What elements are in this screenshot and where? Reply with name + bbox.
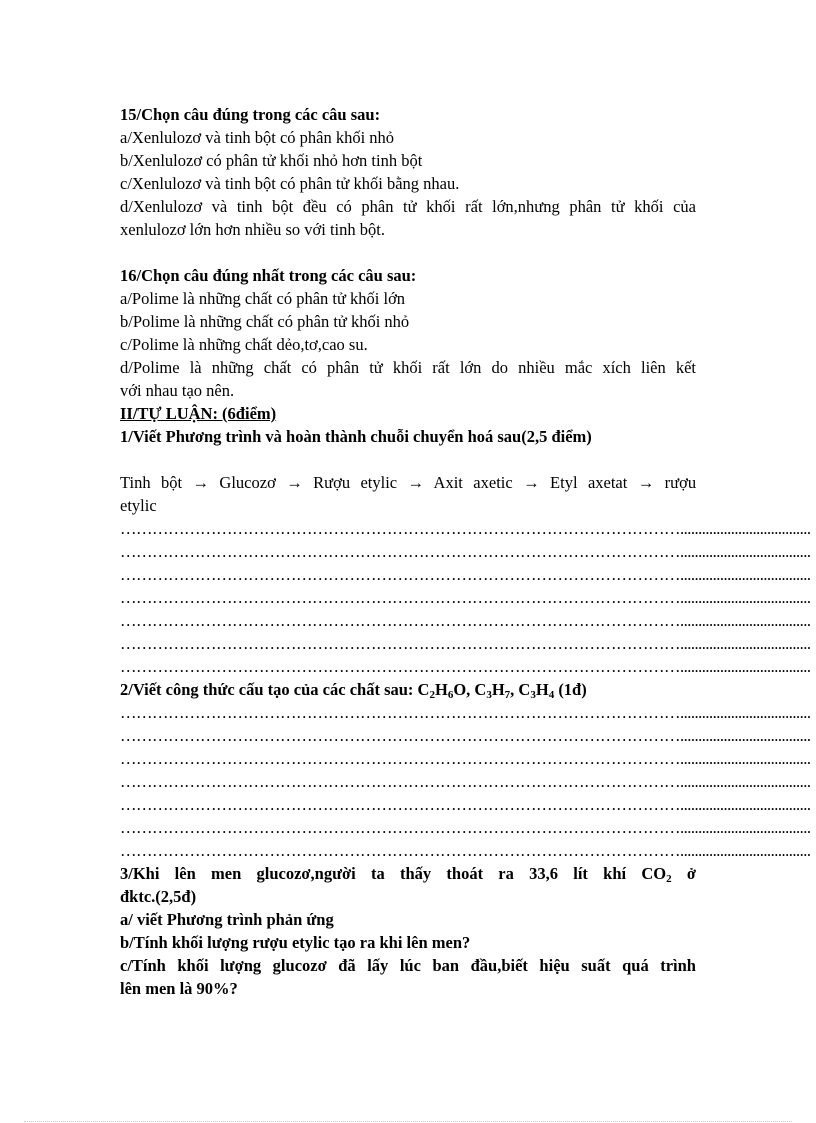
answer-line: …………………………………………………………………………………………….................................... [120,749,811,768]
page-bottom-divider [24,1121,792,1122]
answer-line: …………………………………………………………………………………………….................................... [120,588,811,607]
answer-line: …………………………………………………………………………………………….................................... [120,542,811,561]
answer-line: …………………………………………………………………………………………….................................... [120,703,811,722]
q16-option-c: c/Polime là những chất dẻo,tơ,cao su. [120,335,368,354]
conversion-chain [120,471,696,494]
answer-line: …………………………………………………………………………………………….................................... [120,611,811,630]
q15-option-d-line2: xenlulozơ lớn hơn nhiều so với tinh bột. [120,220,385,239]
problem3-part-c-line1: c/Tính khối lượng glucozơ đã lấy lúc ban đầu,biết hiệu suất quá trình [120,956,696,975]
arrow-icon: → [637,473,655,492]
arrow-icon: → [286,473,303,492]
q16-option-d-line2: với nhau tạo nên. [120,381,235,400]
chain-step-1: Tinh bột [120,473,183,492]
chain-step-6: rượu [664,473,697,492]
arrow-icon: → [192,473,209,492]
problem3-line2: đktc.(2,5đ) [120,887,197,906]
problem3-line1: 3/Khi lên men glucozơ,người ta thấy thoát ra 33,6 lít khí $CO_2$ ở [120,864,696,885]
problem2-title: 2/Viết công thức cấu tạo của các chất sau: $C_2H_6O$, $C_3H_7$, $C_3H_4$ (1đ) [120,680,587,701]
chain-step-2: Glucozơ [219,473,276,492]
q16-option-d-line1: d/Polime là những chất có phân tử khối rất lớn do nhiều mắc xích liên kết [120,358,696,377]
answer-line: …………………………………………………………………………………………….................................... [120,634,811,653]
problem3-part-a: a/ viết Phương trình phản ứng [120,910,334,929]
q15-title: 15/Chọn câu đúng trong các câu sau: [120,105,381,124]
q15-option-a: a/Xenlulozơ và tinh bột có phân khối nhỏ [120,128,395,147]
chain-step-6-cont: etylic [120,496,157,515]
arrow-icon: → [523,473,540,492]
answer-line: …………………………………………………………………………………………….................................... [120,795,811,814]
q16-option-b: b/Polime là những chất có phân tử khối nhỏ [120,312,410,331]
answer-line: …………………………………………………………………………………………….................................... [120,565,811,584]
q16-option-a: a/Polime là những chất có phân tử khối lớn [120,289,406,308]
section-essay-title: II/TỰ LUẬN: (6điểm) [120,404,277,423]
problem3-part-b: b/Tính khối lượng rượu etylic tạo ra khi lên men? [120,933,471,952]
answer-line: …………………………………………………………………………………………….................................... [120,657,811,676]
q15-option-d-line1: d/Xenlulozơ và tinh bột đều có phân tử khối rất lớn,nhưng phân tử khối của [120,197,696,216]
chain-step-5: Etyl axetat [550,473,628,492]
chain-step-3: Rượu etylic [313,473,398,492]
answer-line: …………………………………………………………………………………………….................................... [120,772,811,791]
answer-line: …………………………………………………………………………………………….................................... [120,726,811,745]
exam-page [120,103,811,1000]
problem1-title: 1/Viết Phương trình và hoàn thành chuỗi chuyển hoá sau(2,5 điểm) [120,427,592,446]
arrow-icon: → [407,473,425,492]
q15-option-c: c/Xenlulozơ và tinh bột có phân tử khối bằng nhau. [120,174,460,193]
q15-option-b: b/Xenlulozơ có phân tử khối nhỏ hơn tinh bột [120,151,423,170]
answer-line: …………………………………………………………………………………………….................................... [120,519,811,538]
answer-line: …………………………………………………………………………………………….................................... [120,818,811,837]
problem3-part-c-line2: lên men là 90%? [120,979,238,998]
answer-line: …………………………………………………………………………………………….................................... [120,841,811,860]
chain-step-4: Axit axetic [433,473,513,492]
q16-title: 16/Chọn câu đúng nhất trong các câu sau: [120,266,417,285]
